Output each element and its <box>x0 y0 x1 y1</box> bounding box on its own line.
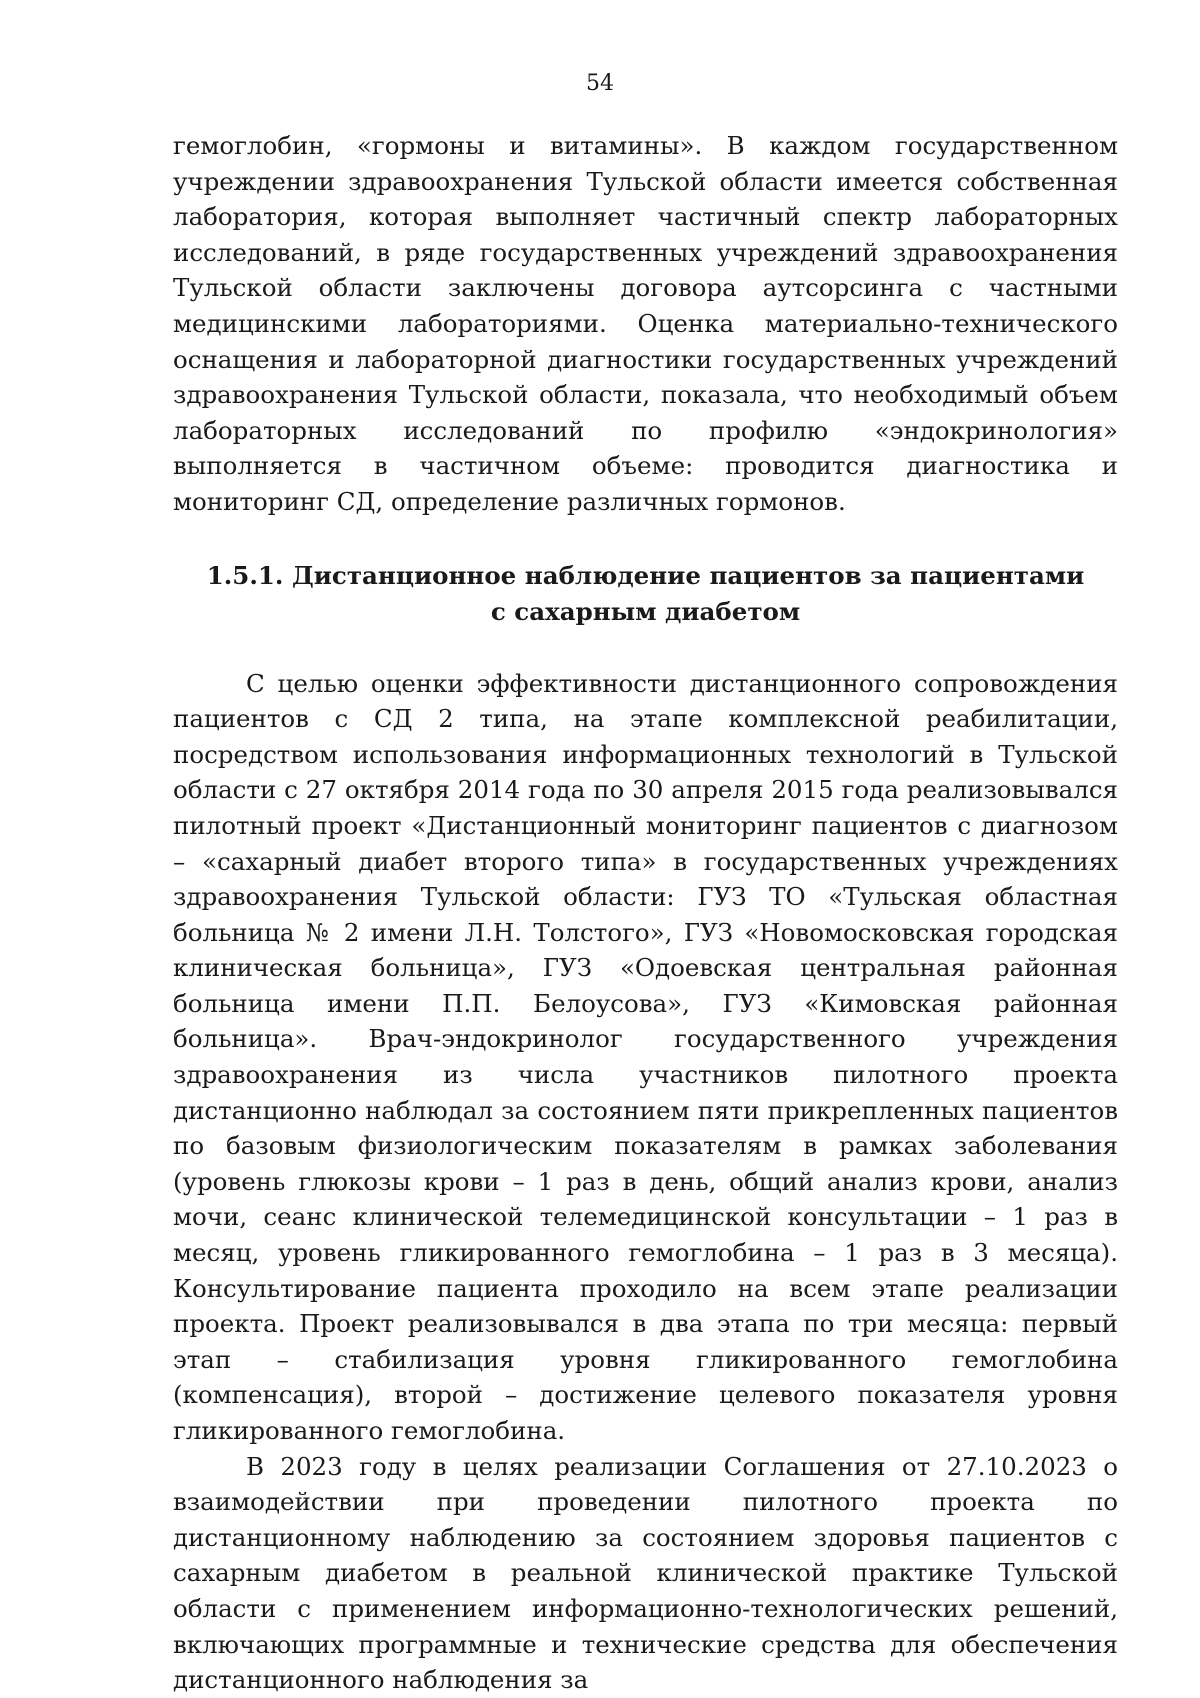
section-heading <box>173 558 1118 630</box>
section-heading-line-2: с сахарным диабетом <box>490 596 801 626</box>
page-body <box>173 128 1118 1698</box>
section-heading-line-1: 1.5.1. Дистанционное наблюдение пациентов за пациентами <box>206 560 1085 590</box>
page-number: 54 <box>586 71 614 96</box>
paragraph-lab-diagnostics: гемоглобин, «гормоны и витамины». В каждом государственном учреждении здравоохранения Тульской области имеется собственная лаборатория, которая выполняет частичный спектр лабораторных исследований, в ряде государственных учреждений здравоохранения Тульской области заключены договора аутсорсинга с частными медицинскими лабораториями. Оценка материально-технического оснащения и лабораторной диагностики государственных учреждений здравоохранения Тульской области, показала, что необходимый объем лабораторных исследований по профилю «эндокринология» выполняется в частичном объеме: проводится диагностика и мониторинг СД, определение различных гормонов. <box>173 131 1118 516</box>
paragraph-pilot-project-2014: С целью оценки эффективности дистанционного сопровождения пациентов с СД 2 типа, на этапе комплексной реабилитации, посредством использования информационных технологий в Тульской области с 27 октября 2014 года по 30 апреля 2015 года реализовывался пилотный проект «Дистанционный мониторинг пациентов с диагнозом – «сахарный диабет второго типа» в государственных учреждениях здравоохранения Тульской области: ГУЗ ТО «Тульская областная больница № 2 имени Л.Н. Толстого», ГУЗ «Новомосковская городская клиническая больница», ГУЗ «Одоевская центральная районная больница имени П.П. Белоусова», ГУЗ «Кимовская районная больница». Врач-эндокринолог государственного учреждения здравоохранения из числа участников пилотного проекта дистанционно наблюдал за состоянием пяти прикрепленных пациентов по базовым физиологическим показателям в рамках заболевания (уровень глюкозы крови – 1 раз в день, общий анализ крови, анализ мочи, сеанс клинической телемедицинской консультации – 1 раз в месяц, уровень гликированного гемоглобина – 1 раз в 3 месяца). Консультирование пациента проходило на всем этапе реализации проекта. Проект реализовывался в два этапа по три месяца: первый этап – стабилизация уровня гликированного гемоглобина (компенсация), второй – достижение целевого показателя уровня гликированного гемоглобина. <box>173 668 1118 1445</box>
paragraph-pilot-project-2023: В 2023 году в целях реализации Соглашения от 27.10.2023 о взаимодействии при проведении пилотного проекта по дистанционному наблюдению за состоянием здоровья пациентов с сахарным диабетом в реальной клинической практике Тульской области с применением информационно-технологических решений, включающих программные и технические средства для обеспечения дистанционного наблюдения за <box>173 1451 1118 1695</box>
